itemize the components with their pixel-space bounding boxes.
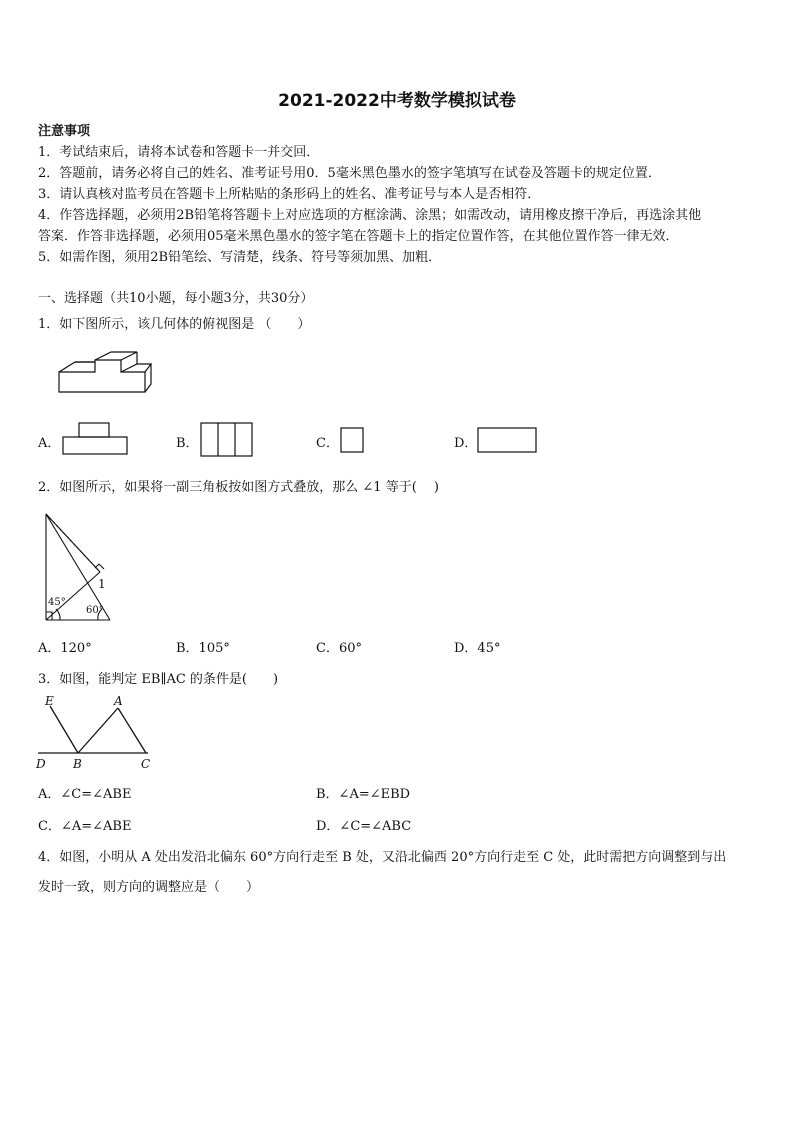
- q1-option-c[interactable]: C．: [316, 436, 339, 451]
- q2-angle-1-label: 1: [98, 577, 106, 591]
- notice-item: 3．请认真核对监考员在答题卡上所粘贴的条形码上的姓名、准考证号与本人是否相符．: [38, 187, 541, 202]
- q3-option-b[interactable]: B．∠A=∠EBD: [316, 787, 411, 802]
- q1-option-c-figure: [340, 427, 365, 455]
- q1-option-a[interactable]: A．: [38, 436, 61, 451]
- q3-label-d: D: [36, 757, 46, 771]
- q2-angle-45-label: 45°: [48, 597, 66, 608]
- page-title: 2021-2022中考数学模拟试卷: [278, 91, 516, 111]
- q3-option-d[interactable]: D．∠C=∠ABC: [316, 819, 412, 834]
- question-2-stem: 2．如图所示，如果将一副三角板按如图方式叠放，那么 ∠1 等于( ): [38, 480, 439, 495]
- q2-option-a[interactable]: A．120°: [38, 641, 92, 656]
- notice-item: 2．答题前，请务必将自己的姓名、准考证号用0．5毫米黑色墨水的签字笔填写在试卷及答题卡的规定位置．: [38, 166, 661, 181]
- q3-label-e: E: [45, 694, 54, 708]
- q3-option-a[interactable]: A．∠C=∠ABE: [38, 787, 132, 802]
- notice-heading: 注意事项: [38, 124, 91, 139]
- q3-label-b: B: [73, 757, 82, 771]
- q1-option-b-figure: [200, 422, 254, 458]
- q3-label-a: A: [114, 694, 123, 708]
- q1-option-d-figure: [477, 427, 539, 455]
- notice-item: 1．考试结束后，请将本试卷和答题卡一并交回．: [38, 145, 320, 160]
- notice-item: 答案．作答非选择题，必须用05毫米黑色墨水的签字笔在答题卡上的指定位置作答，在其他位置作答一律无效．: [38, 229, 679, 244]
- q3-label-c: C: [141, 757, 151, 771]
- question-4-stem-line1: 4．如图，小明从 A 处出发沿北偏东 60°方向行走至 B 处，又沿北偏西 20°方向行走至 C 处，此时需把方向调整到与出: [38, 850, 727, 865]
- q2-option-c[interactable]: C．60°: [316, 641, 362, 656]
- q1-option-b[interactable]: B．: [176, 436, 199, 451]
- section-heading: 一、选择题（共10小题，每小题3分，共30分）: [38, 291, 314, 306]
- notice-item: 4．作答选择题，必须用2B铅笔将答题卡上对应选项的方框涂满、涂黑；如需改动，请用橡皮擦干净后，再选涂其他: [38, 208, 702, 223]
- q1-option-a-figure: [62, 422, 128, 456]
- q1-solid-figure: [55, 350, 151, 396]
- question-3-stem: 3．如图，能判定 EB∥AC 的条件是( ): [38, 672, 279, 687]
- question-4-stem-line2: 发时一致，则方向的调整应是（ ）: [38, 880, 260, 895]
- q1-option-d[interactable]: D．: [454, 436, 478, 451]
- q3-figure: [38, 700, 158, 756]
- notice-item: 5．如需作图，须用2B铅笔绘、写清楚，线条、符号等须加黑、加粗．: [38, 250, 442, 265]
- q2-option-d[interactable]: D．45°: [454, 641, 501, 656]
- question-1-stem: 1．如下图所示，该几何体的俯视图是 （ ）: [38, 317, 311, 332]
- q2-angle-60-label: 60°: [86, 605, 104, 616]
- q2-option-b[interactable]: B．105°: [176, 641, 230, 656]
- q3-option-c[interactable]: C．∠A=∠ABE: [38, 819, 132, 834]
